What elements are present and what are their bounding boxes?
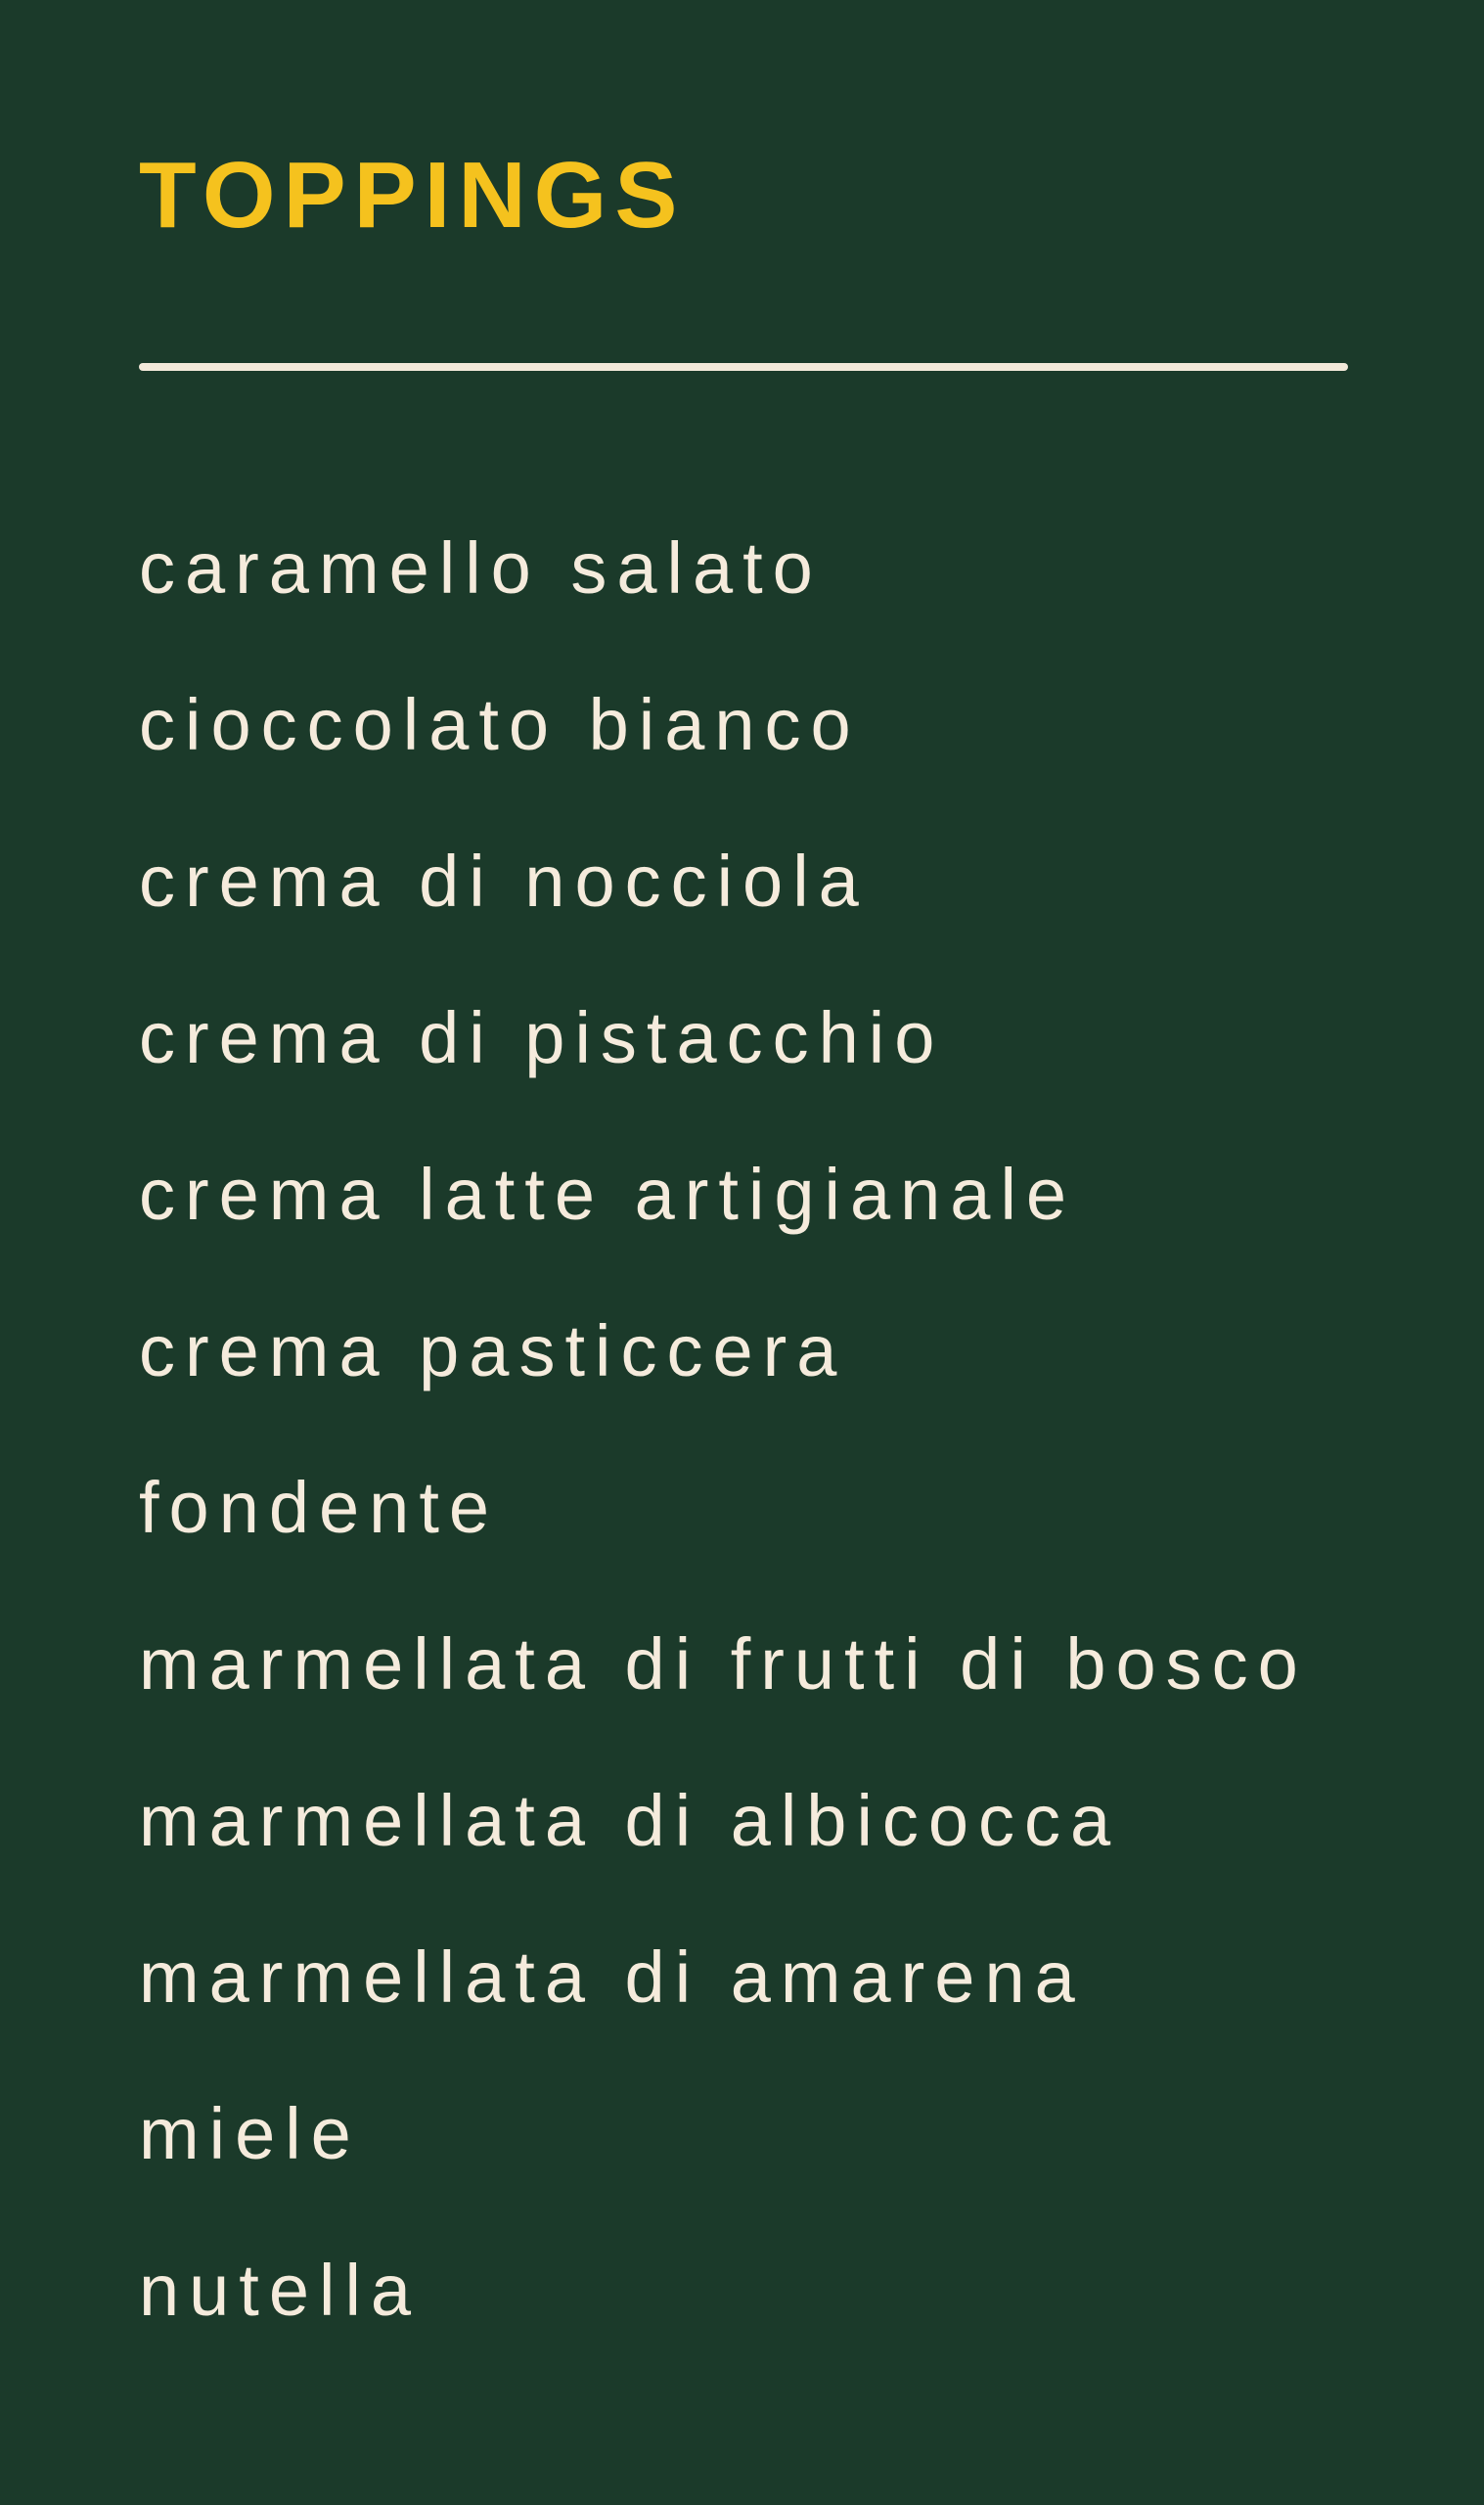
list-item: marmellata di albicocca — [139, 1779, 1121, 1861]
toppings-list — [139, 489, 1348, 2368]
list-item: miele — [139, 2092, 361, 2174]
list-item: marmellata di amarena — [139, 1936, 1085, 2018]
list-item: crema di nocciola — [139, 840, 869, 922]
list-item: caramello salato — [139, 526, 823, 609]
divider — [139, 363, 1348, 371]
list-item: marmellata di frutti di bosco — [139, 1622, 1308, 1705]
list-item: crema latte artigianale — [139, 1153, 1077, 1235]
list-item: cioccolato bianco — [139, 683, 861, 765]
list-item: fondente — [139, 1466, 500, 1548]
page-title: TOPPINGS — [139, 143, 686, 248]
list-item: nutella — [139, 2249, 422, 2331]
list-item: crema di pistacchio — [139, 996, 945, 1078]
list-item: crema pasticcera — [139, 1309, 847, 1391]
